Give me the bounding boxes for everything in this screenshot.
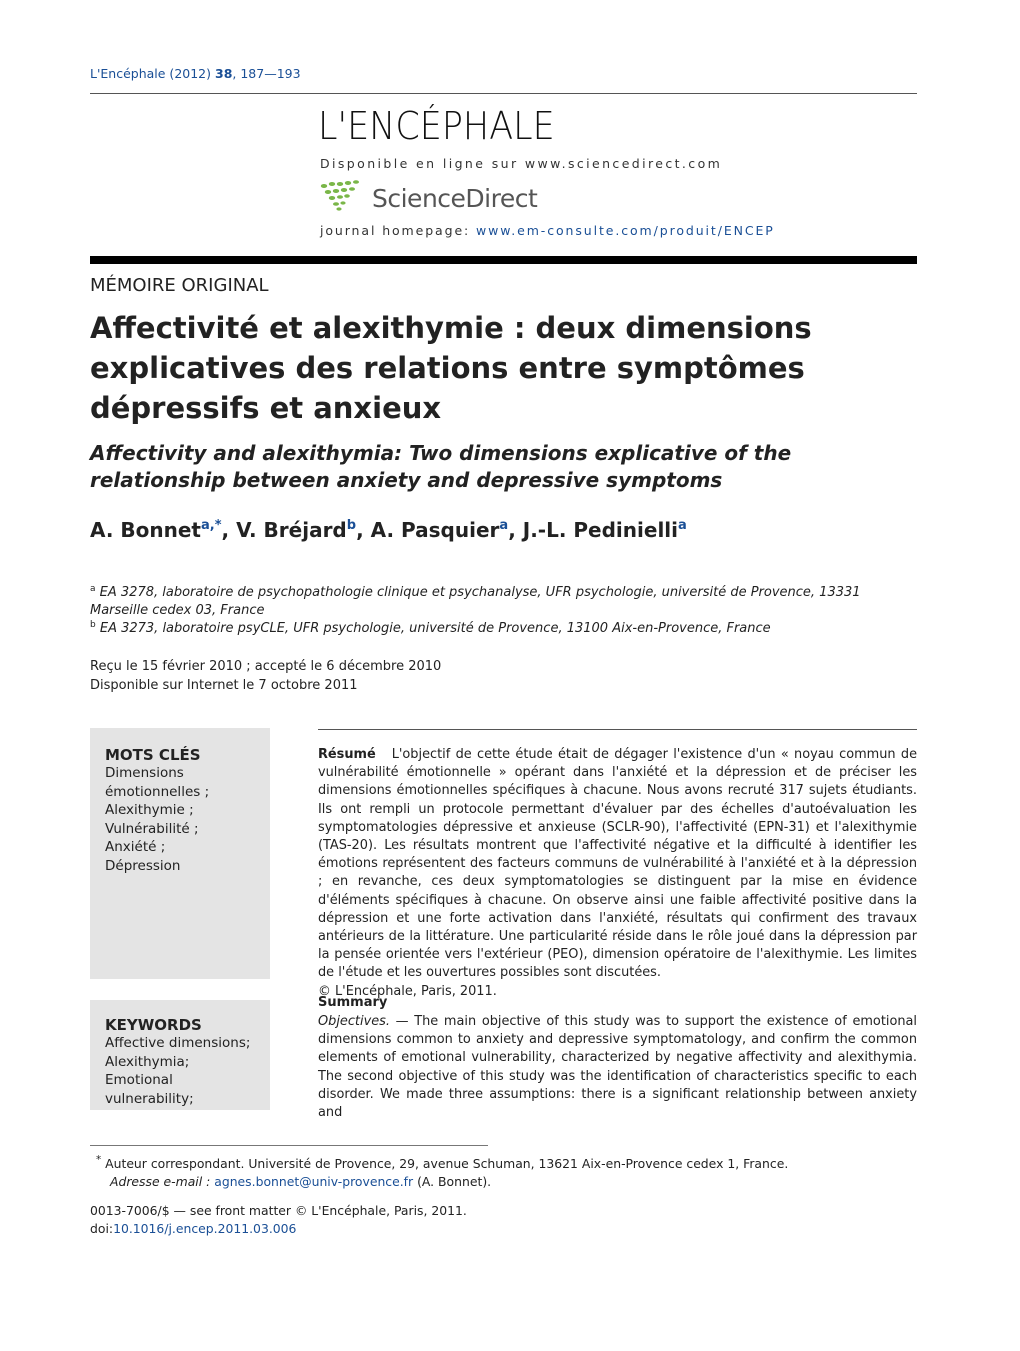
- affiliation-text: EA 3273, laboratoire psyCLE, UFR psychologie, université de Provence, 13100 Aix-en-Provence, France: [99, 621, 771, 636]
- mots-cles-box: [90, 728, 270, 979]
- header-thick-rule: [90, 256, 917, 264]
- keyword-item: Alexithymie ;: [105, 802, 194, 818]
- resume-abstract: [318, 746, 917, 1001]
- keyword-item: Vulnérabilité ;: [105, 820, 199, 837]
- doi-label: doi:: [90, 1221, 114, 1236]
- keyword-item: Anxiété ;: [105, 839, 166, 855]
- author-name[interactable]: A. Bonnet: [90, 518, 201, 542]
- summary-lead: Objectives.: [318, 1014, 390, 1029]
- affiliation-text: EA 3278, laboratoire de psychopathologie clinique et psychanalyse, UFR psychologie, université de Provence, 13331 Marseille cedex 03, France: [90, 585, 861, 618]
- keyword-item: Affective dimensions;: [105, 1035, 251, 1051]
- affiliation-sup: a: [90, 584, 96, 594]
- corresponding-author-footnote: [96, 1151, 788, 1191]
- keyword-item: Alexithymia;: [105, 1053, 190, 1070]
- section-label: MÉMOIRE ORIGINAL: [90, 275, 269, 296]
- journal-pages: , 187—193: [232, 66, 301, 81]
- doi-link[interactable]: 10.1016/j.encep.2011.03.006: [113, 1221, 297, 1236]
- received-date: Reçu le 15 février 2010 ; accepté le 6 décembre 2010: [90, 659, 442, 674]
- article-dates: [90, 657, 441, 695]
- journal-logo: L'ENCÉPHALE: [318, 104, 555, 148]
- journal-homepage: [320, 223, 775, 238]
- author-sup: a,*: [201, 518, 222, 533]
- mots-cles-heading: MOTS CLÉS: [105, 746, 201, 764]
- journal-homepage-label: journal homepage:: [320, 223, 477, 238]
- summary-abstract: [318, 1013, 917, 1122]
- header-rule: [90, 93, 917, 94]
- affiliation-sup: b: [90, 620, 96, 630]
- author-name[interactable]: V. Bréjard: [236, 518, 347, 542]
- email-link[interactable]: agnes.bonnet@univ-provence.fr: [214, 1174, 414, 1190]
- author-name[interactable]: J.-L. Pedinielli: [522, 518, 679, 542]
- keywords-list: [105, 1034, 260, 1108]
- resume-label: Résumé: [318, 747, 376, 762]
- author-sup: a: [499, 518, 509, 533]
- article-title: Affectivité et alexithymie : deux dimensions explicatives des relations entre symptômes dépressifs et anxieux: [90, 311, 812, 425]
- abstract-rule: [318, 729, 917, 730]
- keywords-box: [90, 1000, 270, 1110]
- issn-line: 0013-7006/$ — see front matter © L'Encéphale, Paris, 2011.: [90, 1203, 467, 1218]
- author-sup: b: [346, 518, 357, 533]
- keywords-heading: KEYWORDS: [105, 1016, 202, 1034]
- keyword-item: Emotional vulnerability;: [105, 1072, 194, 1107]
- journal-volume: 38: [215, 66, 233, 81]
- available-online-text: Disponible en ligne sur www.sciencedirect.com: [320, 156, 723, 171]
- footnote-rule: [90, 1145, 488, 1146]
- resume-copyright: © L'Encéphale, Paris, 2011.: [318, 983, 497, 999]
- keyword-item: Dépression: [105, 857, 181, 874]
- mots-cles-list: [105, 764, 225, 875]
- sciencedirect-wordmark: ScienceDirect: [372, 184, 538, 213]
- email-label: Adresse e-mail :: [110, 1174, 211, 1190]
- affiliation-b: [90, 616, 917, 638]
- resume-text: L'objectif de cette étude était de dégager l'existence d'un « noyau commun de vulnérabilité émotionnelle » opérant dans l'anxiété et la dépression et de préciser les dimensions émotionnelles spécifiques à chacune. Nous avons recruté 317 sujets étudiants. Ils ont rempli un protocole permettant d'évaluer par des échelles d'autoévaluation les symptomatologies dépressive et anxieuse (SCLR-90), l'affectivité (EPN-31) et l'alexithymie (TAS-20). Les résultats montrent que l'affectivité négative et la difficulté à identifier les émotions représentent des facteurs communs de vulnérabilité à l'anxiété et à la dépression ; en revanche, ces deux symptomatologies se distinguent par la mise en évidence d'éléments spécifiques à chacune. On observe ainsi une faible affectivité positive dans la dépression et une forte activation dans l'anxiété, résultats qui confirment des travaux antérieurs de la littérature. Une particularité réside dans le rôle joué dans la dépression par la pensée orientée vers l'extérieur (PEO), dimension opératoire de l'alexithymie. Les limites de l'étude et les ouvertures possibles sont discutées.: [318, 747, 917, 981]
- affiliation-a: [90, 580, 917, 620]
- footnote-star: *: [96, 1154, 102, 1166]
- summary-heading: Summary: [318, 995, 388, 1010]
- sciencedirect-logo-icon: [318, 178, 370, 214]
- author-list: A. Bonnet$^{a,*}$, V. Bréjard$^b$, A. Pasquier$^a$, J.-L. Pedinielli$^a$: [90, 518, 687, 542]
- journal-name-year: L'Encéphale (2012): [90, 66, 212, 81]
- keyword-item: Dimensions émotionnelles ;: [105, 765, 210, 800]
- online-date: Disponible sur Internet le 7 octobre 2011: [90, 678, 358, 693]
- author-sup: a: [678, 518, 687, 533]
- article-subtitle: Affectivity and alexithymia: Two dimensions explicative of the relationship between anxiety and depressive symptoms: [90, 441, 792, 492]
- author-name[interactable]: A. Pasquier: [370, 518, 500, 542]
- email-suffix: (A. Bonnet).: [413, 1174, 492, 1190]
- issn-block: [90, 1202, 467, 1238]
- journal-citation: [90, 66, 301, 81]
- footnote-text: Auteur correspondant. Université de Provence, 29, avenue Schuman, 13621 Aix-en-Provence cedex 1, France.: [105, 1156, 789, 1172]
- journal-homepage-link[interactable]: www.em-consulte.com/produit/ENCEP: [476, 223, 775, 238]
- summary-text: — The main objective of this study was to support the existence of emotional dimensions common to anxiety and depressive symptomatology, and confirm the common elements of emotional vulnerability, characterized by negative affectivity and alexithymia. The second objective of this study was the identification of characteristics specific to each disorder. We made three assumptions: there is a significant relationship between anxiety and: [318, 1014, 917, 1121]
